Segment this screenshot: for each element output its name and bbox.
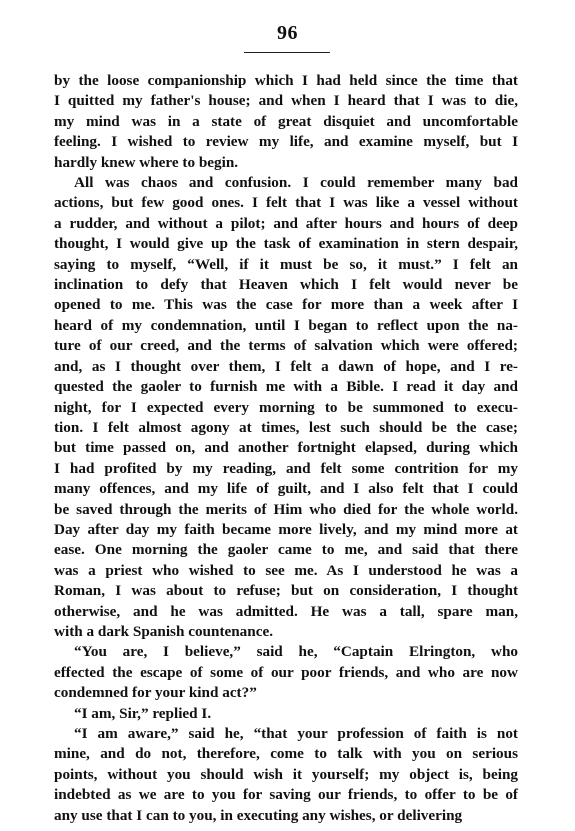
text-line: condemned for your kind act?”: [54, 684, 257, 702]
text-line: my mind was in a state of great disquiet and uncomfortable: [54, 112, 518, 130]
text-line: I had profited by my reading, and felt some contrition for my: [54, 459, 518, 477]
text-line: mine, and do not, therefore, come to talk with you on serious: [54, 745, 518, 763]
text-line: “You are, I believe,” said he, “Captain Elrington, who: [74, 643, 518, 661]
text-line: ease. One morning the gaoler came to me, and said that there: [54, 541, 518, 559]
text-line: Roman, I was about to refuse; but on consideration, I thought: [54, 582, 518, 600]
text-line: hardly knew where to begin.: [54, 153, 239, 171]
text-line: “I am aware,” said he, “that your profession of faith is not: [74, 725, 518, 742]
text-line: points, without you should wish it yourself; my object is, being: [54, 765, 518, 783]
text-line: effected the escape of some of our poor friends, and who are now: [54, 663, 518, 681]
text-line: and, as I thought over them, I felt a dawn of hope, and I re-: [54, 357, 518, 375]
text-line: any use that I can to you, in executing any wishes, or delivering: [54, 806, 463, 824]
text-line: saying to myself, “Well, if it must be so, it must.” I felt an: [54, 255, 518, 273]
body-text: [54, 71, 518, 826]
text-line: actions, but few good ones. I felt that I was like a vessel without: [54, 194, 518, 212]
text-line: was a priest who wished to see me. As I understood he was a: [54, 561, 518, 579]
text-line: ture of our creed, and the terms of salvation which were offered;: [54, 337, 518, 355]
text-line: opened to me. This was the case for more than a week after I: [54, 296, 518, 314]
text-line: All was chaos and confusion. I could remember many bad: [74, 174, 518, 192]
text-line: “I am, Sir,” replied I.: [74, 704, 212, 722]
text-line: by the loose companionship which I had held since the time that: [54, 72, 518, 89]
text-line: a rudder, and without a pilot; and after hours and hours of deep: [54, 214, 518, 232]
text-line: quested the gaoler to furnish me with a Bible. I read it day and: [54, 378, 518, 396]
text-line: I quitted my father's house; and when I heard that I was to die,: [54, 92, 518, 110]
text-line: otherwise, and he was admitted. He was a tall, spare man,: [54, 602, 518, 620]
text-line: heard of my condemnation, until I began to reflect upon the na-: [54, 316, 518, 334]
page-number: 96: [277, 22, 298, 44]
header-rule: [244, 52, 330, 53]
text-line: but time passed on, and another fortnight elapsed, during which: [54, 439, 518, 457]
text-line: with a dark Spanish countenance.: [54, 622, 274, 640]
text-line: night, for I expected every morning to be summoned to execu-: [54, 398, 518, 416]
text-line: Day after day my faith became more lively, and my mind more at: [54, 520, 518, 538]
text-line: be saved through the merits of Him who died for the whole world.: [54, 500, 518, 518]
text-line: indebted as we are to you for saving our friends, to offer to be of: [54, 786, 518, 804]
text-line: thought, I would give up the task of examination in stern despair,: [54, 235, 518, 253]
text-line: tion. I felt almost agony at times, lest such should be the case;: [54, 418, 518, 436]
text-line: inclination to defy that Heaven which I felt would never be: [54, 276, 518, 294]
text-line: feeling. I wished to review my life, and examine myself, but I: [54, 133, 518, 151]
text-line: many offences, and my life of guilt, and I also felt that I could: [54, 480, 518, 498]
